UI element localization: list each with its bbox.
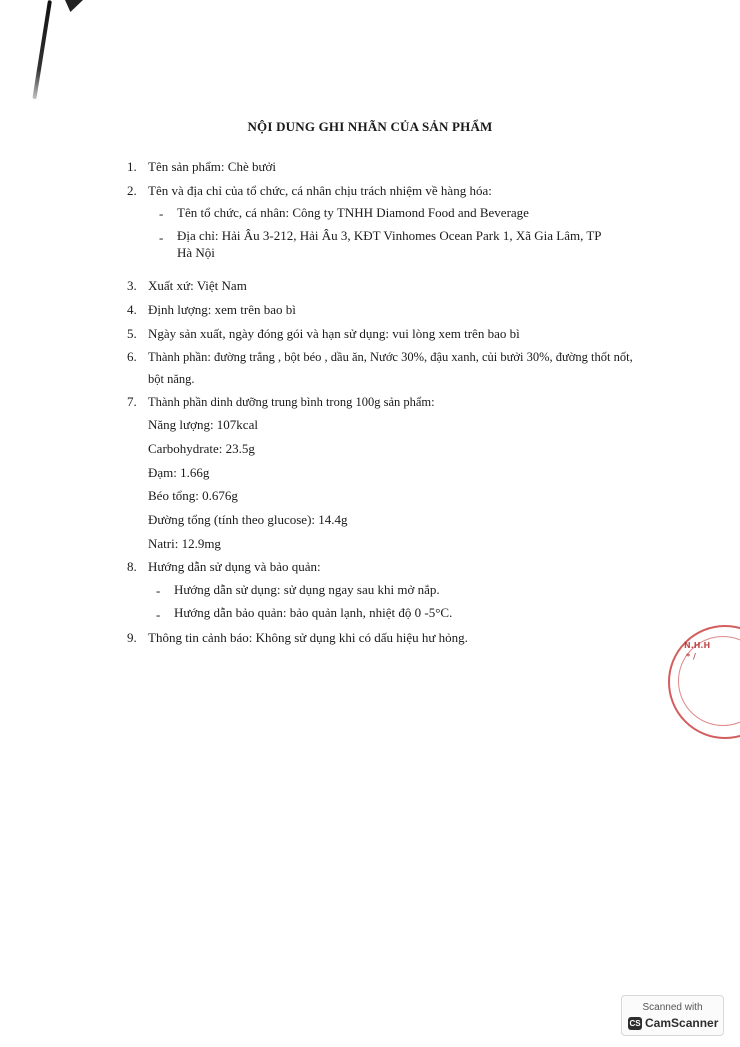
scan-edge-shadow xyxy=(32,0,52,99)
item-responsible-party: Tên và địa chỉ của tổ chức, cá nhân chịu trách nhiệm về hàng hóa: xyxy=(148,183,492,198)
item-number: 7. xyxy=(127,394,137,409)
usage-instructions: Hướng dẫn sử dụng: sử dụng ngay sau khi mở nắp. xyxy=(174,582,440,597)
item-nutrition-heading: Thành phần dinh dưỡng trung bình trong 100g sản phẩm: xyxy=(148,395,435,409)
item-ingredients: Thành phần: đường trắng , bột béo , dầu ăn, Nước 30%, đậu xanh, củi bưởi 30%, đường thốt nốt, xyxy=(148,350,633,364)
org-address-line1: Địa chỉ: Hải Âu 3-212, Hải Âu 3, KĐT Vinhomes Ocean Park 1, Xã Gia Lâm, TP xyxy=(177,228,602,243)
item-number: 4. xyxy=(127,302,137,317)
nutrition-protein: Đạm: 1.66g xyxy=(148,465,210,480)
item-dates: Ngày sản xuất, ngày đóng gói và hạn sử dụng: vui lòng xem trên bao bì xyxy=(148,326,520,341)
org-name: Tên tổ chức, cá nhân: Công ty TNHH Diamond Food and Beverage xyxy=(177,205,529,220)
nutrition-fat: Béo tổng: 0.676g xyxy=(148,488,238,503)
org-address-line2: Hà Nội xyxy=(177,245,215,260)
item-quantity: Định lượng: xem trên bao bì xyxy=(148,302,296,317)
item-number: 5. xyxy=(127,326,137,341)
nutrition-carbohydrate: Carbohydrate: 23.5g xyxy=(148,441,255,456)
camscanner-brand: CamScanner xyxy=(645,1016,719,1030)
item-warning: Thông tin cảnh báo: Không sử dụng khi có dấu hiệu hư hỏng. xyxy=(148,630,468,645)
bullet-dash: - xyxy=(159,230,164,245)
camscanner-logo-icon: CS xyxy=(629,1019,641,1028)
item-origin: Xuất xứ: Việt Nam xyxy=(148,278,247,293)
bullet-dash: - xyxy=(156,607,161,622)
item-number: 1. xyxy=(127,159,137,174)
item-number: 6. xyxy=(127,349,137,364)
item-ingredients-cont: bột năng. xyxy=(148,372,195,386)
nutrition-sugar: Đường tổng (tính theo glucose): 14.4g xyxy=(148,512,348,527)
item-number: 9. xyxy=(127,630,137,645)
bullet-dash: - xyxy=(156,583,161,598)
scan-edge-corner xyxy=(65,0,83,12)
bullet-dash: - xyxy=(159,206,164,221)
item-number: 3. xyxy=(127,278,137,293)
company-stamp-text: N.H.H * / xyxy=(684,641,711,661)
nutrition-sodium: Natri: 12.9mg xyxy=(148,536,221,551)
storage-instructions: Hướng dẫn bảo quản: bảo quản lạnh, nhiệt độ 0 -5°C. xyxy=(174,605,453,620)
document-title: NỘI DUNG GHI NHÃN CỦA SẢN PHẨM xyxy=(247,119,493,134)
camscanner-watermark xyxy=(621,995,724,1036)
item-usage-storage: Hướng dẫn sử dụng và bảo quản: xyxy=(148,559,321,574)
item-number: 8. xyxy=(127,559,137,574)
item-number: 2. xyxy=(127,183,137,198)
item-product-name: Tên sản phẩm: Chè bưởi xyxy=(148,159,277,174)
nutrition-energy: Năng lượng: 107kcal xyxy=(148,417,258,432)
scanned-with-label: Scanned with xyxy=(642,1002,703,1013)
